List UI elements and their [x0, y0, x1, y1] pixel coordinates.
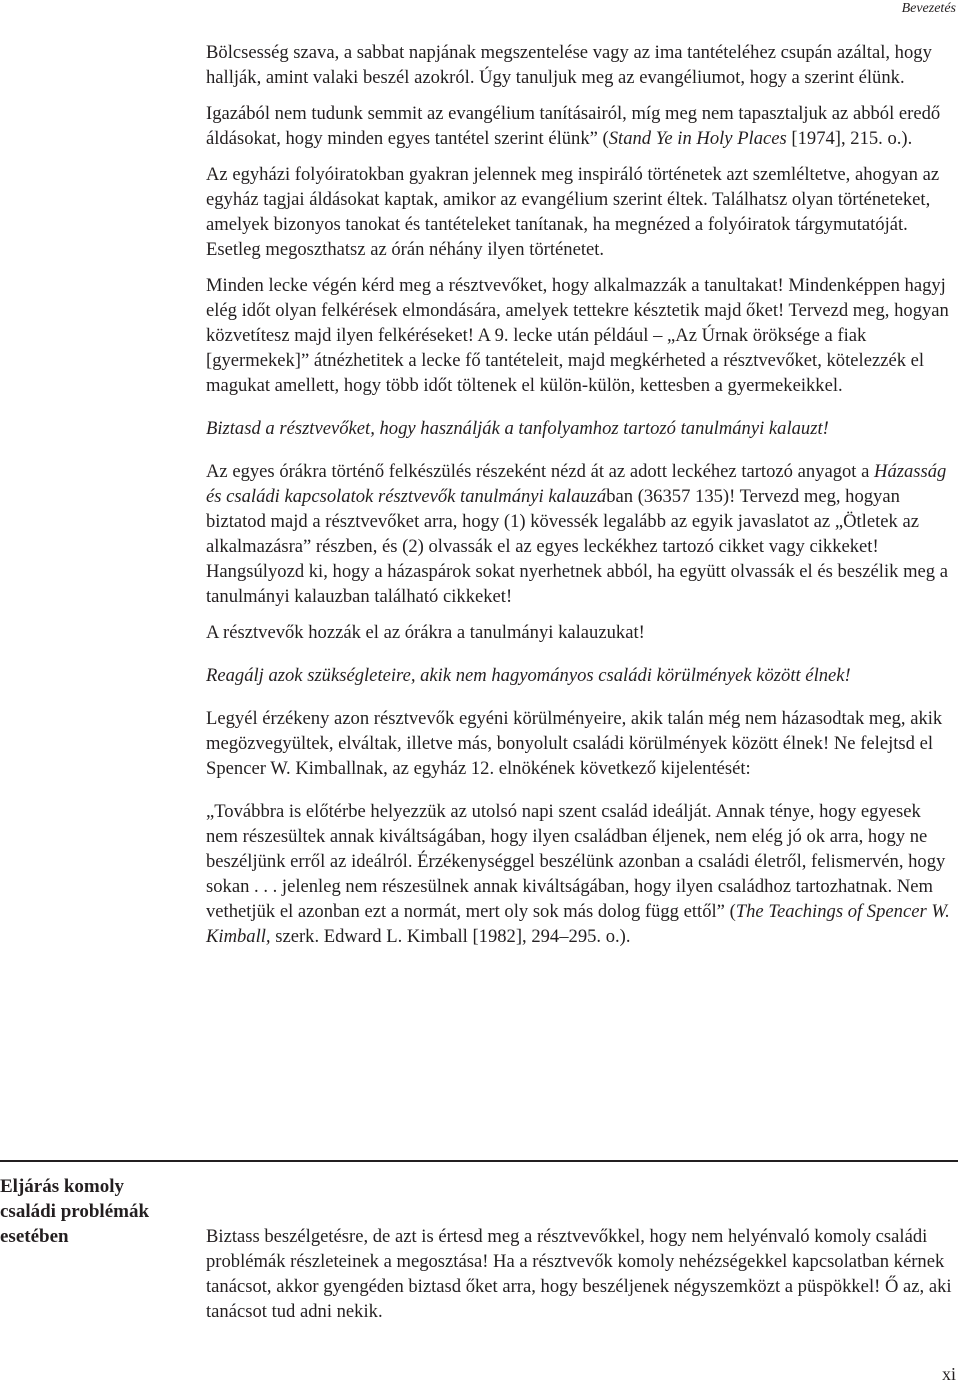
page-number: xi	[941, 1364, 956, 1384]
quote-kimball: „Továbbra is előtérbe helyezzük az utolsó napi szent család ideálját. Annak ténye, hogy egyesek nem részesültek annak kiváltságában, hogy ilyen családban éljenek, nem elég jó ok arra, hogy ne beszéljünk erről az ideálról. Érzékenységgel beszélünk azonban a családi életről, felismervén, hogy sokan . . . jelenleg nem részesülnek annak kiváltságában, hogy ilyen családhoz tartozhatnak. Nem vethetjük el azonban ezt a normát, mert oly sok más dolog függ ettől” (The Teachings of Spencer W. Kimball, szerk. Edward L. Kimball [1982], 294–295. o.).	[206, 801, 950, 947]
quote-text: Igazából nem tudunk semmit az evangélium tanításairól, míg meg nem tapasztaljuk az abból eredő áldásokat, hogy minden egyes tantétel szerint élünk” (	[206, 103, 941, 149]
section-heading-line: családi problémák	[0, 1201, 150, 1222]
section-heading-line: Eljárás komoly	[0, 1176, 125, 1197]
running-head: Bevezetés	[901, 1, 956, 16]
paragraph-invitations: Minden lecke végén kérd meg a résztvevőket, hogy alkalmazzák a tanultakat! Mindenképpen hagyj elég időt olyan felkérések elmondására, amelyek tettekre késztetik majd őket! Tervezd meg, hogyan közvetítesz majd ilyen felkéréseket! A 9. lecke után például – „Az Úrnak öröksége a fiak [gyermekek]” átnézhetitek a lecke fő tantételeit, majd megkérheted a résztvevőket, kötelezzék el magukat amellett, hogy több időt töltenek el külön-külön, kettesben a gyermekeikkel.	[206, 275, 949, 396]
subheading-study-guide: Biztasd a résztvevőket, hogy használják a tanfolyamhoz tartozó tanulmányi kalauzt!	[206, 418, 829, 439]
paragraph-quote-benson	[206, 101, 956, 151]
paragraph-wisdom: Bölcsesség szava, a sabbat napjának megszentelése vagy az ima tantételéhez csupán azáltal, hogy hallják, amint valaki beszél azokról. Úgy tanuljuk meg az evangéliumot, hogy a szerint élünk.	[206, 42, 932, 88]
section-heading-line: esetében	[0, 1226, 69, 1247]
guide-title: Házasság és családi kapcsolatok résztvevők tanulmányi kalauzá	[206, 461, 947, 507]
paragraph-magazines: Az egyházi folyóiratokban gyakran jelennek meg inspiráló történetek azt szemléltetve, ahogyan az egyház tagjai áldásokat kaptak, amikor az evangélium szerint éltek. Találhatsz olyan történeteket, amelyek bizonyos tanokat és tantételeket tanítanak, ha megnézed a folyóiratok tárgymutatóját. Esetleg megoszthatsz az órán néhány ilyen történetet.	[206, 164, 940, 260]
paragraph-bring-guide: A résztvevők hozzák el az órákra a tanulmányi kalauzukat!	[206, 622, 645, 643]
section-heading	[0, 1174, 190, 1249]
book-title: Stand Ye in Holy Places	[608, 128, 787, 149]
quote-book-title: The Teachings of Spencer W. Kimball,	[206, 901, 950, 947]
section-divider	[0, 1160, 958, 1162]
paragraph-study-guide: Az egyes órákra történő felkészülés részeként nézd át az adott leckéhez tartozó anyagot a Házasság és családi kapcsolatok résztvevők tanulmányi kalauzában (36357 135)! Tervezd meg, hogyan biztatod majd a résztvevőket arra, hogy (1) kövessék legalább az egyik javaslatot az „Ötletek az alkalmazásra” részben, és (2) olvassák el az egyes leckékhez tartozó cikket vagy cikkeket! Hangsúlyozd ki, hogy a házaspárok sokat nyerhetnek abból, ha együtt olvassák el és beszélik meg a tanulmányi kalauzban található cikkeket!	[206, 461, 948, 607]
quote-citation: [1974], 215. o.).	[786, 128, 913, 149]
main-text	[206, 40, 956, 960]
section-paragraph: Biztass beszélgetésre, de azt is értesd meg a résztvevőkkel, hogy nem helyénvaló komoly családi problémák részleteinek a megosztása! Ha a résztvevők komoly nehézségekkel kapcsolatban kérnek tanácsot, akkor gyengéden biztasd őket arra, hogy beszéljenek négyszemközt a püspökkel! Ő az, aki tanácsot tud adni nekik.	[206, 1226, 952, 1322]
subheading-nontraditional: Reagálj azok szükségleteire, akik nem hagyományos családi körülmények között élnek!	[206, 665, 851, 686]
paragraph-sensitivity: Legyél érzékeny azon résztvevők egyéni körülményeire, akik talán még nem házasodtak meg, akik megözvegyültek, elváltak, illetve más, bonyolult családi körülmények között élnek! Ne felejtsd el Spencer W. Kimballnak, az egyház 12. elnökének következő kijelentését:	[206, 708, 943, 779]
